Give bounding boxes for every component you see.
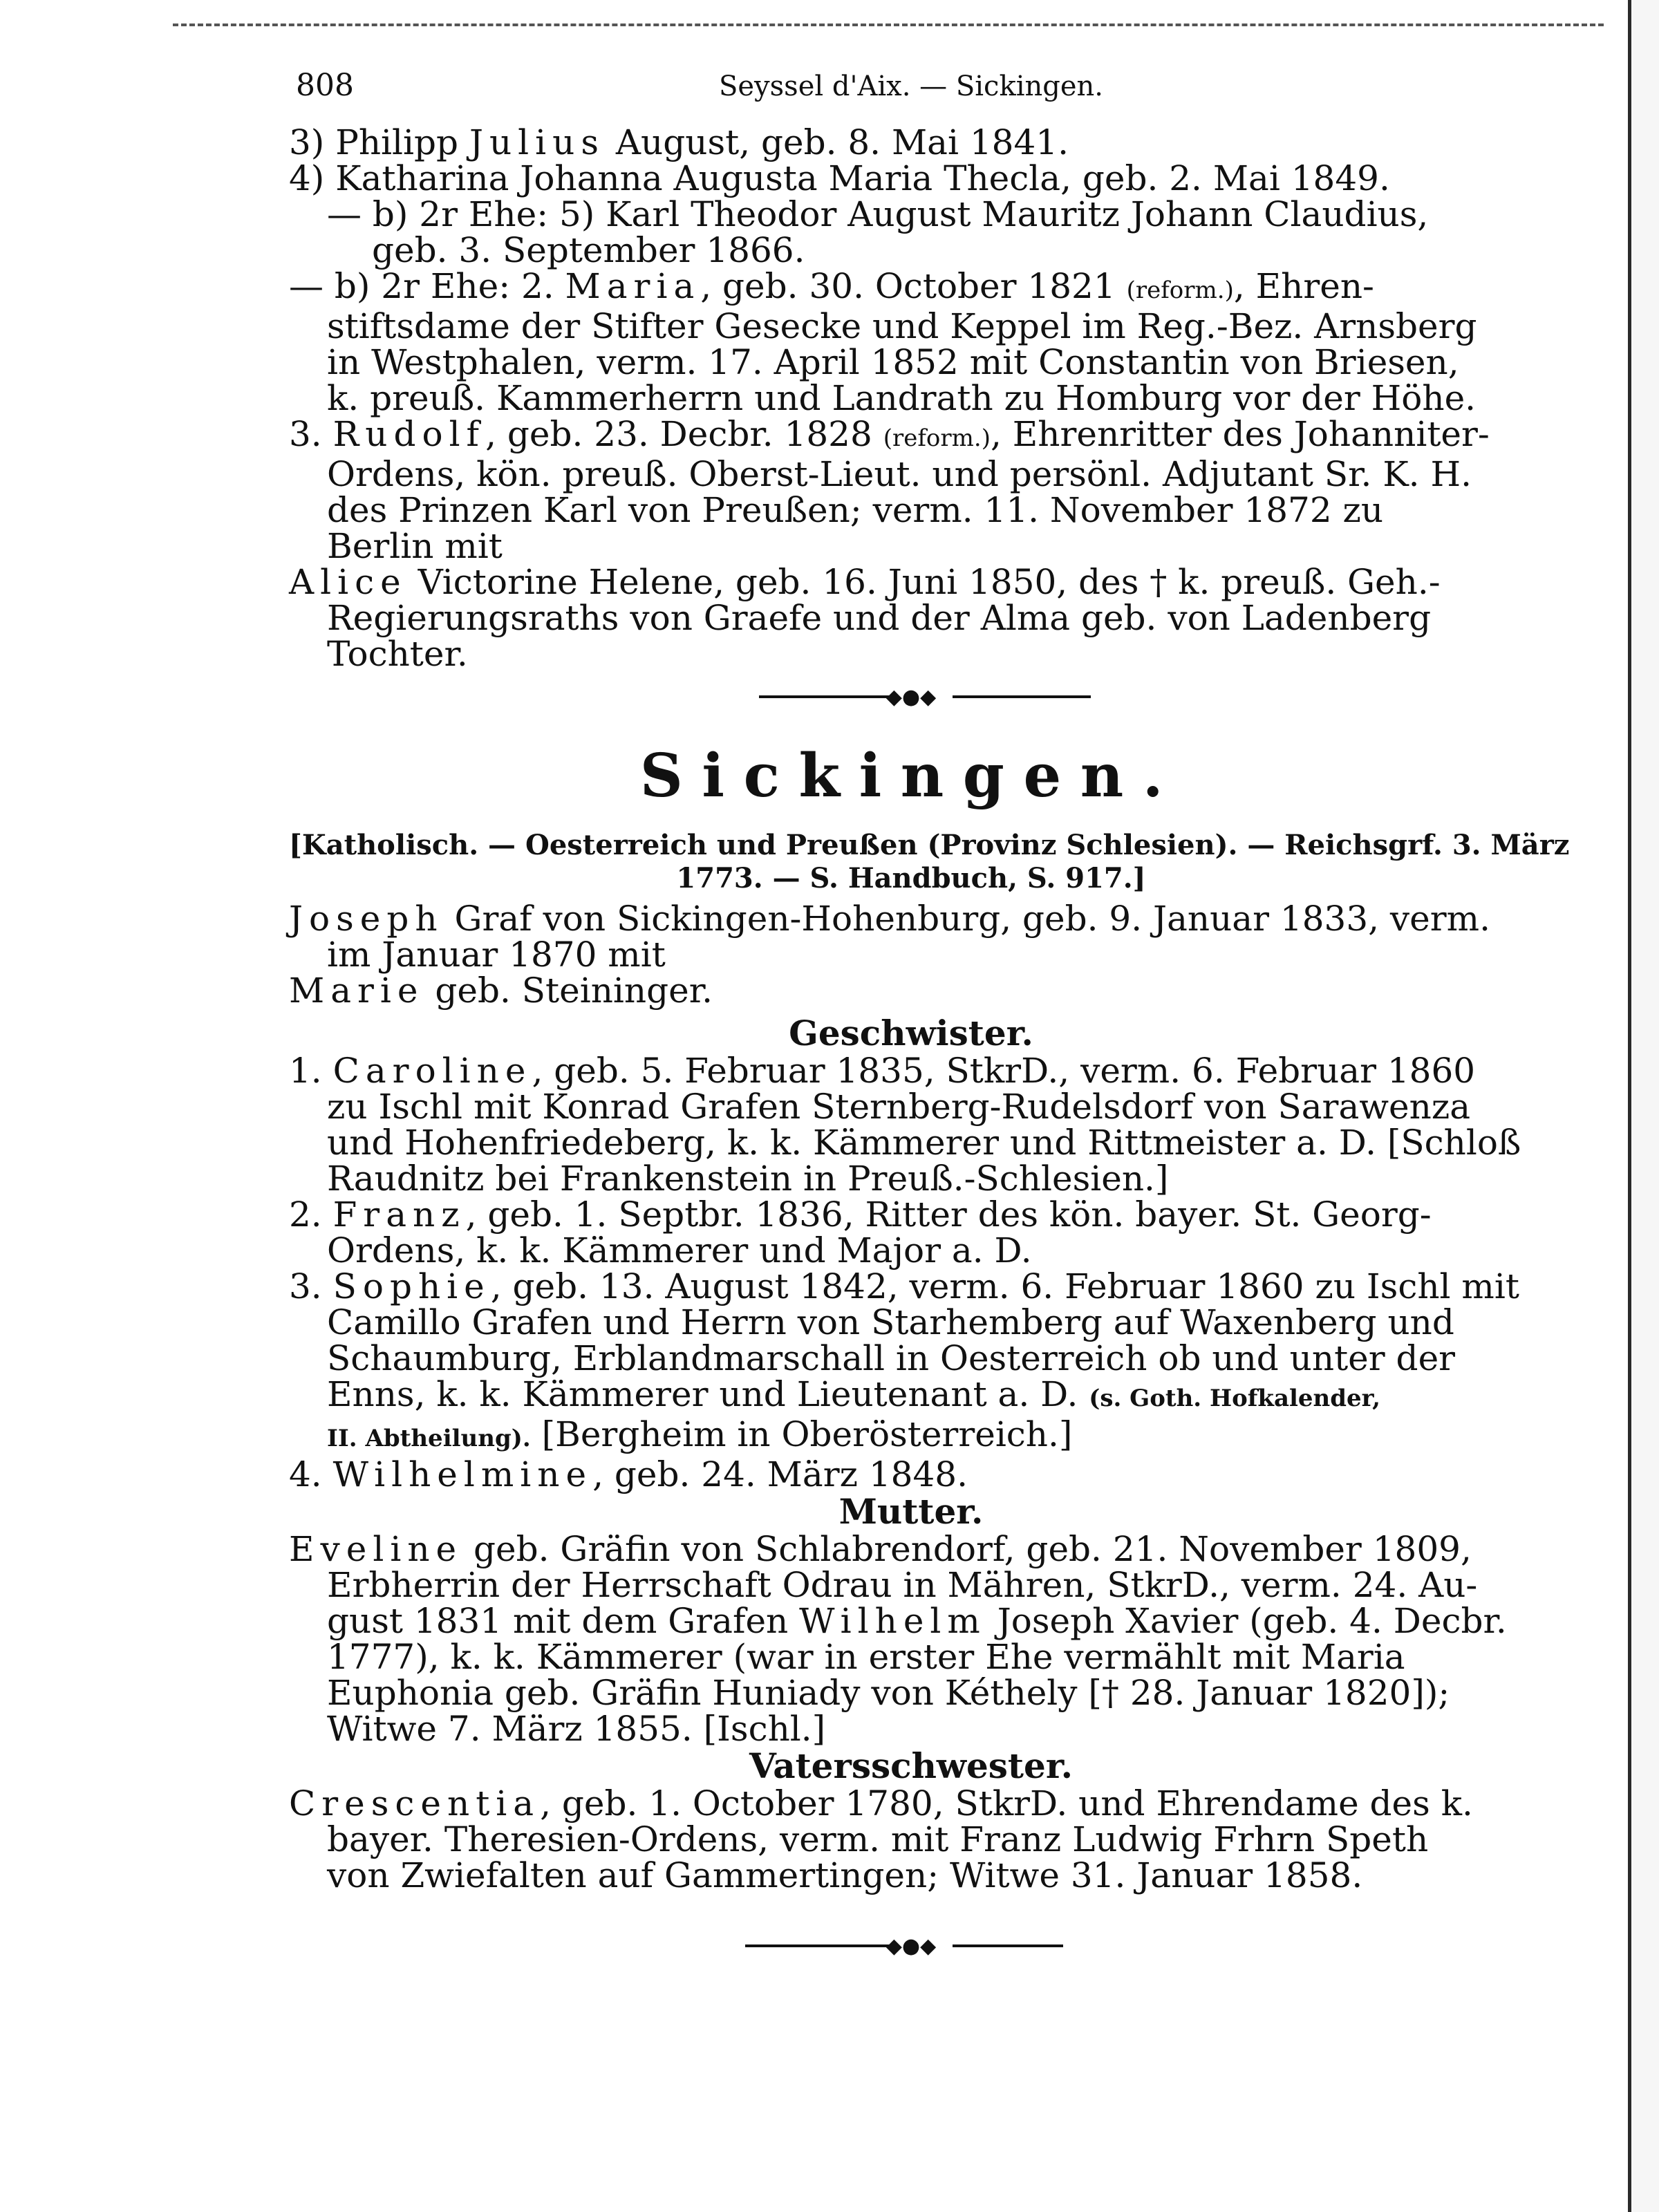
entry-sophie: 3. Sophie, geb. 13. August 1842, verm. 6. Februar 1860 zu Ischl mit Camillo Grafen und Herrn von Starhemberg auf Waxenberg und Schaumburg, Erblandmarschall in Oesterreich ob und unter der Enns, k. k. Kämmerer und Lieutenant a. D. (s. Goth. Hofkalender, II. Abtheilung). [Bergheim in Oberösterreich.] <box>289 1268 1533 1456</box>
spaced-name: Maria <box>565 266 701 306</box>
running-title: Seyssel d'Aix. — Sickingen. <box>718 71 1104 102</box>
entry-line: Berlin mit <box>327 526 503 566</box>
heading-vatersschwester: Vatersschwester. <box>749 1745 1074 1786</box>
entry-line: in Westphalen, verm. 17. April 1852 mit Constantin von Briesen, <box>327 342 1459 382</box>
heading-mutter: Mutter. <box>838 1491 984 1532</box>
entry-line: Ordens, kön. preuß. Oberst-Lieut. und persönl. Adjutant Sr. K. H. <box>327 454 1472 494</box>
ornamental-divider-bottom: ◆●◆ <box>289 1921 1533 1969</box>
entry-line: bayer. Theresien-Ordens, verm. mit Franz Ludwig Frhrn Speth <box>327 1819 1429 1859</box>
entry-alice: Alice Victorine Helene, geb. 16. Juni 1850, des † k. preuß. Geh.- Regierungsraths von Graefe und der Alma geb. von Ladenberg Tochter. <box>289 564 1533 672</box>
entry-line: Enns, k. k. Kämmerer und Lieutenant a. D. (s. Goth. Hofkalender, <box>327 1374 1380 1414</box>
entry-philipp: 3) Philipp Julius August, geb. 8. Mai 1841. <box>289 122 1069 162</box>
entry-rudolf: 3. Rudolf, geb. 23. Decbr. 1828 (reform.), Ehrenritter des Johanniter- Ordens, kön. preuß. Oberst-Lieut. und persönl. Adjutant Sr. K. H. des Prinzen Karl von Preußen; verm. 11. November 1872 zu Berlin mit <box>289 416 1533 564</box>
small-note: (reform.) <box>883 424 991 452</box>
small-note: (reform.) <box>1126 276 1234 304</box>
entry-caroline: 1. Caroline, geb. 5. Februar 1835, StkrD., verm. 6. Februar 1860 zu Ischl mit Konrad Grafen Sternberg-Rudelsdorf von Sarawenza und Hohenfriedeberg, k. k. Kämmerer und Rittmeister a. D. [Schloß Raudnitz bei Frankenstein in Preuß.-Schlesien.] <box>289 1053 1533 1197</box>
spaced-name: Julius <box>469 122 606 162</box>
entry-katharina: 4) Katharina Johanna Augusta Maria Thecla, geb. 2. Mai 1849. <box>289 158 1390 198</box>
spaced-name: Joseph <box>289 899 444 939</box>
entry-line: k. preuß. Kammerherrn und Landrath zu Homburg vor der Höhe. <box>327 378 1477 418</box>
book-page <box>289 62 1570 1969</box>
entry-line: und Hohenfriedeberg, k. k. Kämmerer und Rittmeister a. D. [Schloß <box>327 1123 1521 1163</box>
ornamental-divider: ◆●◆ <box>289 672 1533 720</box>
spaced-name: Franz <box>332 1194 466 1235</box>
entry-line: Raudnitz bei Frankenstein in Preuß.-Schlesien.] <box>327 1159 1169 1199</box>
entry-joseph: Joseph Graf von Sickingen-Hohenburg, geb. 9. Januar 1833, verm. im Januar 1870 mit <box>289 901 1533 973</box>
spaced-name: Wilhelmine <box>332 1454 593 1494</box>
entry-line: stiftsdame der Stifter Gesecke und Keppel im Reg.-Bez. Arnsberg <box>327 306 1477 346</box>
spaced-name: Eveline <box>289 1529 463 1569</box>
spaced-name: Sophie <box>332 1266 491 1306</box>
heading-geschwister: Geschwister. <box>789 1013 1033 1053</box>
entry-karl-line2: geb. 3. September 1866. <box>372 230 805 270</box>
entry-line: des Prinzen Karl von Preußen; verm. 11. November 1872 zu <box>327 490 1384 530</box>
entry-crescentia: Crescentia, geb. 1. October 1780, StkrD. und Ehrendame des k. bayer. Theresien-Ordens, verm. mit Franz Ludwig Frhrn Speth von Zwiefalten auf Gammertingen; Witwe 31. Januar 1858. <box>289 1785 1533 1893</box>
entry-line: Camillo Grafen und Herrn von Starhemberg auf Waxenberg und <box>327 1302 1454 1342</box>
entry-maria: — b) 2r Ehe: 2. Maria, geb. 30. October 1821 (reform.), Ehren- stiftsdame der Stifter Gesecke und Keppel im Reg.-Bez. Arnsberg in Westphalen, verm. 17. April 1852 mit Constantin von Briesen, k. preuß. Kammerherrn und Landrath zu Homburg vor der Höhe. <box>289 268 1533 416</box>
entry-line: Erbherrin der Herrschaft Odrau in Mähren, StkrD., verm. 24. Au- <box>327 1565 1478 1605</box>
entry-line: zu Ischl mit Konrad Grafen Sternberg-Rudelsdorf von Sarawenza <box>327 1087 1471 1127</box>
small-note: II. Abtheilung). <box>327 1425 531 1452</box>
entry-line: Regierungsraths von Graefe und der Alma geb. von Ladenberg <box>327 598 1432 638</box>
entry-line: Ordens, k. k. Kämmerer und Major a. D. <box>327 1230 1032 1271</box>
entry-line: Euphonia geb. Gräfin Huniady von Kéthely [† 28. Januar 1820]); <box>327 1673 1450 1713</box>
entry-line: II. Abtheilung). [Bergheim in Oberösterreich.] <box>327 1414 1073 1454</box>
entry-line: Witwe 7. März 1855. [Ischl.] <box>327 1709 826 1749</box>
section-title: Sickingen. <box>639 741 1183 811</box>
entry-franz: 2. Franz, geb. 1. Septbr. 1836, Ritter des kön. bayer. St. Georg- Ordens, k. k. Kämmerer und Major a. D. <box>289 1197 1533 1268</box>
small-note: (s. Goth. Hofkalender, <box>1089 1385 1380 1412</box>
spaced-name: Alice <box>289 562 407 602</box>
entry-line: 1777), k. k. Kämmerer (war in erster Ehe vermählt mit Maria <box>327 1637 1405 1677</box>
page-number: 808 <box>296 68 354 103</box>
continuation-entries <box>289 124 1533 672</box>
page-header <box>289 62 1533 124</box>
section-note-line1: [Katholisch. — Oesterreich und Preußen (Provinz Schlesien). — Reichsgrf. 3. März <box>289 829 1570 861</box>
spaced-name: Caroline <box>332 1051 532 1091</box>
entry-line: Schaumburg, Erblandmarschall in Oesterreich ob und unter der <box>327 1338 1456 1378</box>
entry-karl-line1: — b) 2r Ehe: 5) Karl Theodor August Mauritz Johann Claudius, <box>327 194 1429 234</box>
entry-line: von Zwiefalten auf Gammertingen; Witwe 31. Januar 1858. <box>327 1855 1363 1895</box>
spaced-name: Wilhelm <box>799 1601 986 1641</box>
section-note-line2: 1773. — S. Handbuch, S. 917.] <box>676 862 1146 894</box>
entry-line: im Januar 1870 mit <box>327 935 666 975</box>
entry-marie: Marie geb. Steininger. <box>289 971 713 1011</box>
entry-wilhelmine: 4. Wilhelmine, geb. 24. März 1848. <box>289 1454 968 1494</box>
spaced-name: Rudolf <box>332 414 486 454</box>
entry-eveline: Eveline geb. Gräfin von Schlabrendorf, geb. 21. November 1809, Erbherrin der Herrschaft Odrau in Mähren, StkrD., verm. 24. Au- gust 1831 mit dem Grafen Wilhelm Joseph Xavier (geb. 4. Decbr. 1777), k. k. Kämmerer (war in erster Ehe vermählt mit Maria Euphonia geb. Gräfin Huniady von Kéthely [† 28. Januar 1820]); Witwe 7. März 1855. [Ischl.] <box>289 1531 1533 1747</box>
entry-line: Tochter. <box>327 634 468 674</box>
scan-page-edge <box>1628 0 1659 2212</box>
entry-line: gust 1831 mit dem Grafen Wilhelm Joseph Xavier (geb. 4. Decbr. <box>327 1601 1507 1641</box>
spaced-name: Crescentia <box>289 1783 541 1824</box>
spaced-name: Marie <box>289 971 424 1011</box>
scan-top-rule <box>173 24 1604 26</box>
